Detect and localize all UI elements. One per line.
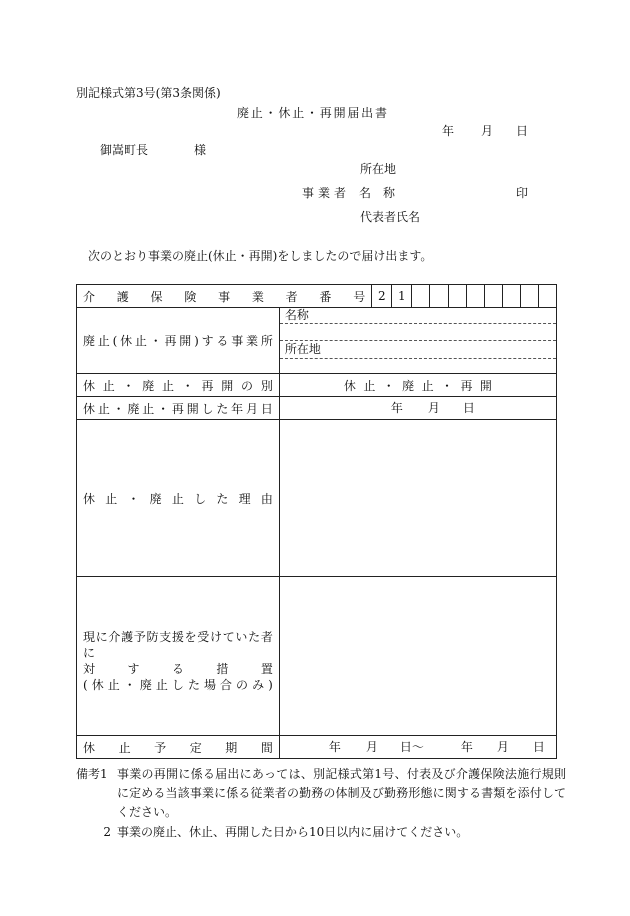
provider-digit[interactable]: 2	[372, 285, 392, 308]
facility-row	[77, 308, 557, 374]
provider-digit[interactable]: 1	[392, 285, 412, 308]
type-value: 休止・廃止・再開	[343, 378, 492, 393]
note-item	[76, 823, 566, 842]
provider-digit[interactable]	[412, 285, 430, 308]
reason-field[interactable]	[279, 420, 556, 577]
note-mark: 備考1	[76, 767, 108, 781]
date-month-label: 月	[481, 124, 494, 138]
recipient-name: 御嵩町長	[100, 143, 149, 157]
applicant-business-label: 事業者	[302, 186, 346, 200]
date-value-year: 年	[390, 401, 403, 415]
provider-digit[interactable]	[520, 285, 538, 308]
provider-digit[interactable]	[430, 285, 448, 308]
date-day-label: 日	[516, 124, 529, 138]
provider-digit[interactable]	[502, 285, 520, 308]
measures-row	[77, 577, 557, 736]
provider-digit[interactable]	[484, 285, 502, 308]
period-value-cell[interactable]	[279, 736, 556, 759]
facility-name-field[interactable]	[280, 324, 556, 341]
period-month-2: 月	[496, 740, 509, 754]
facility-name-label: 名称	[280, 308, 556, 324]
provider-digit[interactable]	[538, 285, 556, 308]
period-day-2: 日	[532, 740, 545, 754]
period-day-1: 日～	[399, 740, 424, 754]
notes-section	[76, 765, 566, 842]
form-code: 別記様式第3号(第3条関係)	[76, 86, 221, 100]
page-title: 廃止・休止・再開届出書	[237, 106, 387, 120]
seal-mark: 印	[516, 186, 529, 200]
date-value-day: 日	[462, 401, 475, 415]
notification-form-table	[76, 284, 557, 759]
date-row	[77, 397, 557, 420]
measures-field[interactable]	[279, 577, 556, 736]
provider-number-row	[77, 285, 557, 308]
reason-label: 休止・廃止した理由	[77, 420, 280, 577]
period-label: 休止予定期間	[77, 736, 280, 759]
period-year-2: 年	[460, 740, 473, 754]
provider-digit[interactable]	[448, 285, 466, 308]
provider-number-label: 介護保険事業者番号	[77, 285, 372, 308]
reason-row	[77, 420, 557, 577]
intro-text: 次のとおり事業の廃止(休止・再開)をしましたので届け出ます。	[88, 249, 433, 263]
type-label: 休止・廃止・再開の別	[77, 374, 280, 397]
facility-fields	[279, 308, 556, 374]
facility-label: 廃止(休止・再開)する事業所	[77, 308, 280, 374]
note-text: 事業の再開に係る届出にあっては、別記様式第1号、付表及び介護保険法施行規則に定める当該事業に係る従業者の勤務の体制及び勤務形態に関する書類を添付してください。	[117, 767, 566, 819]
applicant-address-label: 所在地	[360, 162, 397, 176]
period-month-1: 月	[365, 740, 378, 754]
period-year-1: 年	[328, 740, 341, 754]
type-value-cell[interactable]	[279, 374, 556, 397]
note-item	[76, 765, 566, 822]
period-row	[77, 736, 557, 759]
date-value-month: 月	[427, 401, 440, 415]
recipient-honorific: 様	[194, 143, 207, 157]
applicant-representative-label: 代表者氏名	[360, 210, 421, 224]
note-mark: 2	[103, 825, 111, 839]
note-text: 事業の廃止、休止、再開した日から10日以内に届けてください。	[117, 825, 469, 839]
facility-address-field[interactable]	[280, 359, 556, 373]
date-label: 休止・廃止・再開した年月日	[77, 397, 280, 420]
date-year-label: 年	[442, 124, 455, 138]
measures-label: 現に介護予防支援を受けていた者に 対する措置 (休止・廃止した場合のみ)	[77, 577, 280, 736]
date-value-cell[interactable]	[279, 397, 556, 420]
type-row	[77, 374, 557, 397]
provider-digit[interactable]	[466, 285, 484, 308]
applicant-name-label: 名称	[359, 186, 395, 200]
facility-address-label: 所在地	[280, 341, 556, 359]
